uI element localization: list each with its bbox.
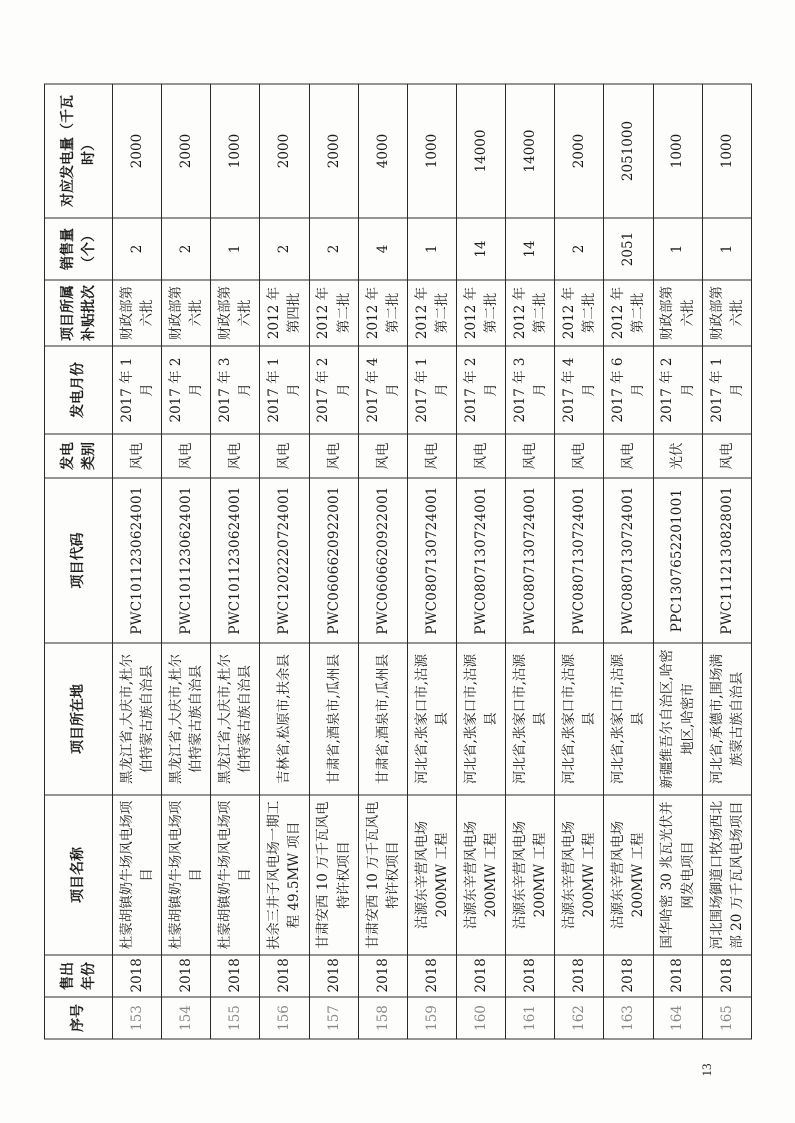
cell-qty: 2 bbox=[161, 218, 210, 280]
cell-location: 黑龙江省,大庆市,杜尔伯特蒙古族自治县 bbox=[112, 643, 161, 795]
cell-location: 河北省,张家口市,沽源县 bbox=[505, 643, 554, 795]
cell-idx: 165 bbox=[702, 997, 751, 1039]
rotated-table-sheet bbox=[44, 84, 752, 1039]
cell-month: 2017 年 6 月 bbox=[603, 346, 652, 434]
cell-qty: 14 bbox=[505, 218, 554, 280]
cell-code: PWC0807130724001 bbox=[554, 478, 603, 643]
cell-energy: 2000 bbox=[259, 84, 308, 218]
cell-qty: 1 bbox=[407, 218, 456, 280]
cell-type: 风电 bbox=[210, 434, 259, 478]
cell-idx: 159 bbox=[407, 997, 456, 1039]
cell-energy: 1000 bbox=[210, 84, 259, 218]
cell-code: PPC1307652201001 bbox=[653, 478, 702, 643]
cell-type: 风电 bbox=[259, 434, 308, 478]
table-row bbox=[554, 84, 603, 1039]
cell-name: 国华哈密 30 兆瓦光伏并网发电项目 bbox=[653, 795, 702, 955]
cell-energy: 4000 bbox=[358, 84, 407, 218]
cell-year: 2018 bbox=[161, 955, 210, 997]
table-row bbox=[210, 84, 259, 1039]
header-type: 发电类别 bbox=[44, 434, 112, 478]
cell-year: 2018 bbox=[210, 955, 259, 997]
cell-code: PWC1011230624001 bbox=[210, 478, 259, 643]
cell-energy: 14000 bbox=[505, 84, 554, 218]
cell-code: PWC0606620922001 bbox=[358, 478, 407, 643]
cell-idx: 158 bbox=[358, 997, 407, 1039]
cell-location: 河北省,承德市,围场满族蒙古族自治县 bbox=[702, 643, 751, 795]
cell-month: 2017 年 4 月 bbox=[554, 346, 603, 434]
cell-year: 2018 bbox=[653, 955, 702, 997]
cell-batch: 2012 年第二批 bbox=[407, 280, 456, 346]
cell-batch: 财政部第六批 bbox=[161, 280, 210, 346]
table-row bbox=[456, 84, 505, 1039]
cell-batch: 财政部第六批 bbox=[112, 280, 161, 346]
table-row bbox=[407, 84, 456, 1039]
cell-location: 河北省,张家口市,沽源县 bbox=[407, 643, 456, 795]
header-batch: 项目所属补贴批次 bbox=[44, 280, 112, 346]
cell-name: 沽源东辛营风电场 200MW 工程 bbox=[407, 795, 456, 955]
cell-year: 2018 bbox=[554, 955, 603, 997]
cell-qty: 2 bbox=[554, 218, 603, 280]
cell-year: 2018 bbox=[407, 955, 456, 997]
cell-name: 沽源东辛营风电场 200MW 工程 bbox=[456, 795, 505, 955]
cell-type: 风电 bbox=[309, 434, 358, 478]
cell-qty: 2 bbox=[259, 218, 308, 280]
cell-type: 光伏 bbox=[653, 434, 702, 478]
table-row bbox=[505, 84, 554, 1039]
cell-name: 甘肃安西 10 万千瓦风电特许权项目 bbox=[309, 795, 358, 955]
cell-name: 河北围场御道口牧场西北部 20 万千瓦风电场项目 bbox=[702, 795, 751, 955]
cell-location: 河北省,张家口市,沽源县 bbox=[603, 643, 652, 795]
cell-idx: 161 bbox=[505, 997, 554, 1039]
cell-year: 2018 bbox=[309, 955, 358, 997]
cell-type: 风电 bbox=[407, 434, 456, 478]
cell-batch: 2012 年第二批 bbox=[505, 280, 554, 346]
cell-idx: 160 bbox=[456, 997, 505, 1039]
cell-energy: 1000 bbox=[702, 84, 751, 218]
cell-year: 2018 bbox=[702, 955, 751, 997]
cell-location: 甘肃省,酒泉市,瓜州县 bbox=[309, 643, 358, 795]
cell-code: PWC1011230624001 bbox=[161, 478, 210, 643]
header-year: 售出年份 bbox=[44, 955, 112, 997]
cell-name: 杜蒙胡镇奶牛场风电场项目 bbox=[210, 795, 259, 955]
cell-energy: 1000 bbox=[653, 84, 702, 218]
cell-location: 吉林省,松原市,扶余县 bbox=[259, 643, 308, 795]
cell-batch: 财政部第六批 bbox=[653, 280, 702, 346]
cell-idx: 162 bbox=[554, 997, 603, 1039]
cell-name: 甘肃安西 10 万千瓦风电特许权项目 bbox=[358, 795, 407, 955]
cell-month: 2017 年 1 月 bbox=[702, 346, 751, 434]
cell-location: 甘肃省,酒泉市,瓜州县 bbox=[358, 643, 407, 795]
header-idx: 序号 bbox=[44, 997, 112, 1039]
table-row bbox=[358, 84, 407, 1039]
cell-energy: 2000 bbox=[112, 84, 161, 218]
project-table bbox=[44, 83, 752, 1039]
cell-energy: 2000 bbox=[309, 84, 358, 218]
cell-name: 沽源东辛营风电场 200MW 工程 bbox=[505, 795, 554, 955]
cell-idx: 155 bbox=[210, 997, 259, 1039]
table-row bbox=[112, 84, 161, 1039]
cell-type: 风电 bbox=[505, 434, 554, 478]
table-row bbox=[603, 84, 652, 1039]
cell-code: PWC0807130724001 bbox=[407, 478, 456, 643]
cell-location: 新疆维吾尔自治区,哈密地区,哈密市 bbox=[653, 643, 702, 795]
cell-batch: 2012 年第二批 bbox=[456, 280, 505, 346]
cell-year: 2018 bbox=[112, 955, 161, 997]
header-month: 发电月份 bbox=[44, 346, 112, 434]
cell-month: 2017 年 4 月 bbox=[358, 346, 407, 434]
cell-idx: 154 bbox=[161, 997, 210, 1039]
cell-code: PWC0606620922001 bbox=[309, 478, 358, 643]
cell-code: PWC1011230624001 bbox=[112, 478, 161, 643]
cell-qty: 2 bbox=[112, 218, 161, 280]
cell-energy: 2000 bbox=[161, 84, 210, 218]
cell-energy: 2051000 bbox=[603, 84, 652, 218]
cell-month: 2017 年 3 月 bbox=[505, 346, 554, 434]
cell-idx: 157 bbox=[309, 997, 358, 1039]
cell-location: 黑龙江省,大庆市,杜尔伯特蒙古族自治县 bbox=[210, 643, 259, 795]
cell-idx: 156 bbox=[259, 997, 308, 1039]
cell-location: 黑龙江省,大庆市,杜尔伯特蒙古族自治县 bbox=[161, 643, 210, 795]
cell-qty: 14 bbox=[456, 218, 505, 280]
cell-qty: 2 bbox=[309, 218, 358, 280]
cell-type: 风电 bbox=[456, 434, 505, 478]
cell-qty: 1 bbox=[653, 218, 702, 280]
cell-batch: 财政部第六批 bbox=[702, 280, 751, 346]
cell-type: 风电 bbox=[603, 434, 652, 478]
cell-type: 风电 bbox=[554, 434, 603, 478]
table-row bbox=[259, 84, 308, 1039]
cell-year: 2018 bbox=[358, 955, 407, 997]
cell-code: PWC1112130828001 bbox=[702, 478, 751, 643]
cell-energy: 1000 bbox=[407, 84, 456, 218]
header-name: 项目名称 bbox=[44, 795, 112, 955]
cell-month: 2017 年 3 月 bbox=[210, 346, 259, 434]
cell-code: PWC0807130724001 bbox=[603, 478, 652, 643]
page-number: 13 bbox=[699, 1063, 714, 1077]
cell-location: 河北省,张家口市,沽源县 bbox=[554, 643, 603, 795]
cell-year: 2018 bbox=[259, 955, 308, 997]
cell-qty: 1 bbox=[702, 218, 751, 280]
cell-qty: 2051 bbox=[603, 218, 652, 280]
cell-month: 2017 年 2 月 bbox=[456, 346, 505, 434]
cell-idx: 163 bbox=[603, 997, 652, 1039]
cell-batch: 2012 年第四批 bbox=[259, 280, 308, 346]
cell-type: 风电 bbox=[112, 434, 161, 478]
cell-batch: 财政部第六批 bbox=[210, 280, 259, 346]
header-qty: 销售量（个） bbox=[44, 218, 112, 280]
cell-name: 沽源东辛营风电场 200MW 工程 bbox=[603, 795, 652, 955]
header-row bbox=[44, 84, 112, 1039]
table-row bbox=[309, 84, 358, 1039]
cell-batch: 2012 年第二批 bbox=[309, 280, 358, 346]
cell-qty: 4 bbox=[358, 218, 407, 280]
cell-name: 沽源东辛营风电场 200MW 工程 bbox=[554, 795, 603, 955]
cell-code: PWC1202220724001 bbox=[259, 478, 308, 643]
cell-code: PWC0807130724001 bbox=[456, 478, 505, 643]
cell-month: 2017 年 2 月 bbox=[161, 346, 210, 434]
table-row bbox=[161, 84, 210, 1039]
cell-month: 2017 年 2 月 bbox=[309, 346, 358, 434]
cell-batch: 2012 年第二批 bbox=[358, 280, 407, 346]
cell-year: 2018 bbox=[603, 955, 652, 997]
cell-name: 扶余三井子风电场一期工程 49.5MW 项目 bbox=[259, 795, 308, 955]
cell-type: 风电 bbox=[358, 434, 407, 478]
table-row bbox=[653, 84, 702, 1039]
cell-month: 2017 年 1 月 bbox=[112, 346, 161, 434]
header-location: 项目所在地 bbox=[44, 643, 112, 795]
cell-year: 2018 bbox=[505, 955, 554, 997]
cell-qty: 1 bbox=[210, 218, 259, 280]
cell-year: 2018 bbox=[456, 955, 505, 997]
cell-type: 风电 bbox=[702, 434, 751, 478]
header-code: 项目代码 bbox=[44, 478, 112, 643]
cell-idx: 153 bbox=[112, 997, 161, 1039]
cell-type: 风电 bbox=[161, 434, 210, 478]
cell-batch: 2012 年第二批 bbox=[603, 280, 652, 346]
cell-idx: 164 bbox=[653, 997, 702, 1039]
cell-month: 2017 年 1 月 bbox=[407, 346, 456, 434]
cell-location: 河北省,张家口市,沽源县 bbox=[456, 643, 505, 795]
cell-code: PWC0807130724001 bbox=[505, 478, 554, 643]
cell-month: 2017 年 1 月 bbox=[259, 346, 308, 434]
cell-month: 2017 年 2 月 bbox=[653, 346, 702, 434]
cell-name: 杜蒙胡镇奶牛场风电场项目 bbox=[161, 795, 210, 955]
header-energy: 对应发电量（千瓦时） bbox=[44, 84, 112, 218]
cell-name: 杜蒙胡镇奶牛场风电场项目 bbox=[112, 795, 161, 955]
cell-energy: 14000 bbox=[456, 84, 505, 218]
table-row bbox=[702, 84, 751, 1039]
cell-batch: 2012 年第二批 bbox=[554, 280, 603, 346]
cell-energy: 2000 bbox=[554, 84, 603, 218]
